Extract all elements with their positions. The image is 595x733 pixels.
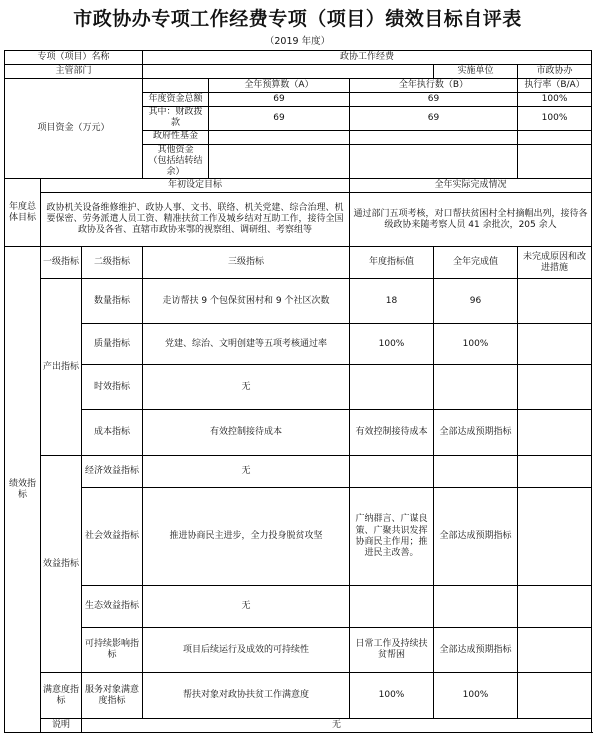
department-row — [5, 65, 592, 79]
indicator-level2: 成本指标 — [82, 410, 143, 456]
goals-actual-text: 通过部门五项考核，对口帮扶贫困村全村摘帽出列，接待各级政协来随考察人员 41 余批次，205 余人 — [350, 193, 592, 247]
funds-row-budget: 69 — [209, 107, 350, 131]
note-row — [5, 719, 592, 733]
indicator-actual — [434, 586, 518, 628]
funds-row-rate: 100% — [518, 107, 592, 131]
indicator-reason — [518, 365, 592, 410]
funds-row-exec — [350, 130, 518, 144]
evaluation-table — [4, 50, 592, 733]
indicator-reason — [518, 410, 592, 456]
indicator-level3: 走访帮扶 9 个包保贫困村和 9 个社区次数 — [143, 279, 350, 324]
goals-initial-text: 政协机关设备维修维护、政协人事、文书、联络、机关党建、综合治理、机要保密、劳务派遣人员工资、精准扶贫工作及城乡结对互助工作，接待全国政协及各省、直辖市政协来鄂的视察组、调研组、考察组等 — [41, 193, 350, 247]
funds-row-exec — [350, 144, 518, 179]
indicator-level3: 无 — [143, 586, 350, 628]
impl-unit-value: 市政协办 — [518, 65, 592, 79]
indicator-target: 日常工作及持续扶贫帮困 — [350, 628, 434, 673]
goals-label: 年度总体目标 — [5, 179, 41, 247]
indicator-target — [350, 365, 434, 410]
indicator-row — [5, 365, 592, 410]
indicator-reason — [518, 324, 592, 365]
year-label: （2019 年度） — [264, 36, 331, 47]
funds-row-rate: 100% — [518, 93, 592, 107]
indicator-level2: 经济效益指标 — [82, 456, 143, 488]
indicator-reason — [518, 673, 592, 719]
indicator-level3: 帮扶对象对政协扶贫工作满意度 — [143, 673, 350, 719]
indicator-reason — [518, 488, 592, 586]
project-name-value: 政协工作经费 — [143, 51, 592, 65]
funds-row-exec: 69 — [350, 107, 518, 131]
funds-row-exec: 69 — [350, 93, 518, 107]
indicator-actual — [434, 365, 518, 410]
indicator-level2: 数量指标 — [82, 279, 143, 324]
indicator-level3: 项目后续运行及成效的可持续性 — [143, 628, 350, 673]
header-actual: 全年完成值 — [434, 247, 518, 279]
goals-header-row — [5, 179, 592, 193]
indicator-level2: 质量指标 — [82, 324, 143, 365]
indicator-level2: 社会效益指标 — [82, 488, 143, 586]
indicator-actual: 全部达成预期指标 — [434, 628, 518, 673]
satisfaction-indicators-label: 满意度指标 — [41, 673, 82, 719]
indicator-row — [5, 628, 592, 673]
indicator-level3: 党建、综治、文明创建等五项考核通过率 — [143, 324, 350, 365]
header-level3: 三级指标 — [143, 247, 350, 279]
indicator-level3: 无 — [143, 456, 350, 488]
indicator-target — [350, 586, 434, 628]
indicator-target — [350, 456, 434, 488]
note-label: 说明 — [41, 719, 82, 733]
indicator-target: 广纳群言、广谋良策、广聚共识发挥协商民主作用；推进民主改善。 — [350, 488, 434, 586]
indicator-actual: 100% — [434, 324, 518, 365]
funds-row-name: 年度资金总额 — [143, 93, 209, 107]
indicator-row — [5, 673, 592, 719]
indicator-target: 100% — [350, 673, 434, 719]
indicators-header-row — [5, 247, 592, 279]
indicator-row — [5, 410, 592, 456]
indicator-level3: 推进协商民主进步，全力投身脱贫攻坚 — [143, 488, 350, 586]
indicator-actual: 96 — [434, 279, 518, 324]
indicator-level3: 有效控制接待成本 — [143, 410, 350, 456]
indicator-row — [5, 586, 592, 628]
funds-row-name: 其他资金 （包括结转结余） — [143, 144, 209, 179]
indicator-actual: 全部达成预期指标 — [434, 488, 518, 586]
indicator-target: 18 — [350, 279, 434, 324]
indicator-row — [5, 324, 592, 365]
funds-row-budget: 69 — [209, 93, 350, 107]
benefit-indicators-label: 效益指标 — [41, 456, 82, 673]
col-exec: 全年执行数（B） — [350, 79, 518, 93]
indicator-target: 有效控制接待成本 — [350, 410, 434, 456]
indicator-actual: 100% — [434, 673, 518, 719]
dept-label: 主管部门 — [5, 65, 143, 79]
indicator-reason — [518, 586, 592, 628]
header-reason: 未完成原因和改进措施 — [518, 247, 592, 279]
indicator-level2: 可持续影响指标 — [82, 628, 143, 673]
project-name-label: 专项（项目）名称 — [5, 51, 143, 65]
goals-actual-header: 全年实际完成情况 — [350, 179, 592, 193]
indicator-actual: 全部达成预期指标 — [434, 410, 518, 456]
goals-initial-header: 年初设定目标 — [41, 179, 350, 193]
col-rate: 执行率（B/A） — [518, 79, 592, 93]
indicator-target: 100% — [350, 324, 434, 365]
indicator-reason — [518, 628, 592, 673]
indicators-label: 绩效指标 — [5, 247, 41, 733]
impl-unit-label: 实施单位 — [434, 65, 518, 79]
funds-row-rate — [518, 144, 592, 179]
col-budget: 全年预算数（A） — [209, 79, 350, 93]
indicator-row — [5, 456, 592, 488]
goals-text-row — [5, 193, 592, 247]
note-value: 无 — [82, 719, 592, 733]
indicator-row — [5, 488, 592, 586]
indicator-level2: 生态效益指标 — [82, 586, 143, 628]
indicator-actual — [434, 456, 518, 488]
funds-row-name: 政府性基金 — [143, 130, 209, 144]
indicator-level3: 无 — [143, 365, 350, 410]
funds-row-rate — [518, 130, 592, 144]
funds-row-budget — [209, 130, 350, 144]
funds-row-name: 其中：财政拨款 — [143, 107, 209, 131]
header-level1: 一级指标 — [41, 247, 82, 279]
indicator-level2: 时效指标 — [82, 365, 143, 410]
funds-row-budget — [209, 144, 350, 179]
funds-label: 项目资金（万元） — [5, 79, 143, 179]
page-title: 市政协办专项工作经费专项（项目）绩效目标自评表 — [73, 8, 522, 30]
indicator-reason — [518, 456, 592, 488]
dept-value — [143, 65, 434, 79]
indicator-reason — [518, 279, 592, 324]
indicator-row — [5, 279, 592, 324]
funds-header-row — [5, 79, 592, 93]
header-level2: 二级指标 — [82, 247, 143, 279]
output-indicators-label: 产出指标 — [41, 279, 82, 456]
project-name-row — [5, 51, 592, 65]
header-target: 年度指标值 — [350, 247, 434, 279]
indicator-level2: 服务对象满意度指标 — [82, 673, 143, 719]
